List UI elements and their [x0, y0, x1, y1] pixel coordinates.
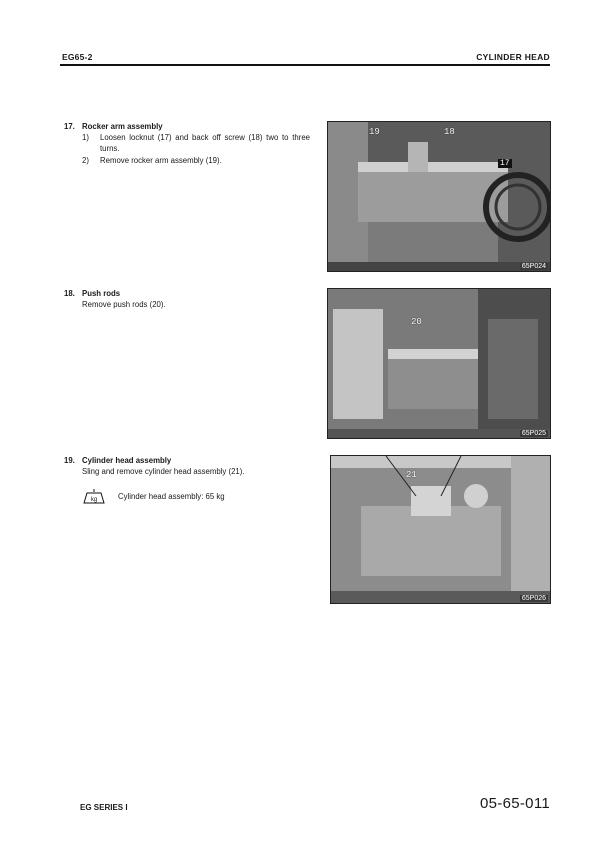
manual-code: EG65-2	[62, 52, 93, 62]
step-17-item-1-text: Loosen locknut (17) and back off screw (18) two to three turns.	[100, 133, 310, 153]
step-19-heading: Cylinder head assembly	[82, 456, 172, 465]
rocker-arm-photo	[327, 121, 551, 272]
cylinder-head-photo	[330, 455, 551, 604]
step-18-number: 18.	[64, 289, 75, 298]
weight-kg-icon	[80, 488, 108, 504]
step-19-title	[64, 455, 171, 466]
step-18-heading: Push rods	[82, 289, 121, 298]
step-17-item-2-text: Remove rocker arm assembly (19).	[100, 156, 222, 165]
step-18-text: Remove push rods (20).	[82, 300, 166, 309]
section-title: CYLINDER HEAD	[476, 52, 550, 62]
rocker-arm-photo-image	[328, 122, 550, 271]
callout-18: 18	[444, 127, 455, 137]
callout-21: 21	[406, 470, 417, 480]
callout-19: 19	[369, 127, 380, 137]
weight-spec: Cylinder head assembly: 65 kg	[118, 492, 225, 501]
push-rods-photo	[327, 288, 551, 439]
push-rods-photo-image	[328, 289, 550, 438]
header-divider	[60, 64, 550, 66]
step-18-title	[64, 288, 120, 299]
step-17-item-1-index: 1)	[82, 133, 89, 142]
page-number: 05-65-011	[480, 795, 550, 812]
cylinder-head-photo-image	[331, 456, 550, 603]
callout-20: 20	[411, 317, 422, 327]
photo-code-65p024: 65P024	[521, 263, 546, 270]
photo-code-65p025: 65P025	[521, 430, 546, 437]
step-17-heading: Rocker arm assembly	[82, 122, 163, 131]
photo-code-65p026: 65P026	[521, 595, 546, 602]
step-17-item-2-index: 2)	[82, 156, 89, 165]
callout-17: 17	[500, 159, 510, 168]
step-17-number: 17.	[64, 122, 75, 131]
step-19-text: Sling and remove cylinder head assembly (21).	[82, 467, 245, 476]
footer-series: EG SERIES I	[80, 803, 128, 812]
weight-kg-label: kg	[90, 497, 98, 503]
step-19-number: 19.	[64, 456, 75, 465]
step-17-title	[64, 121, 163, 132]
